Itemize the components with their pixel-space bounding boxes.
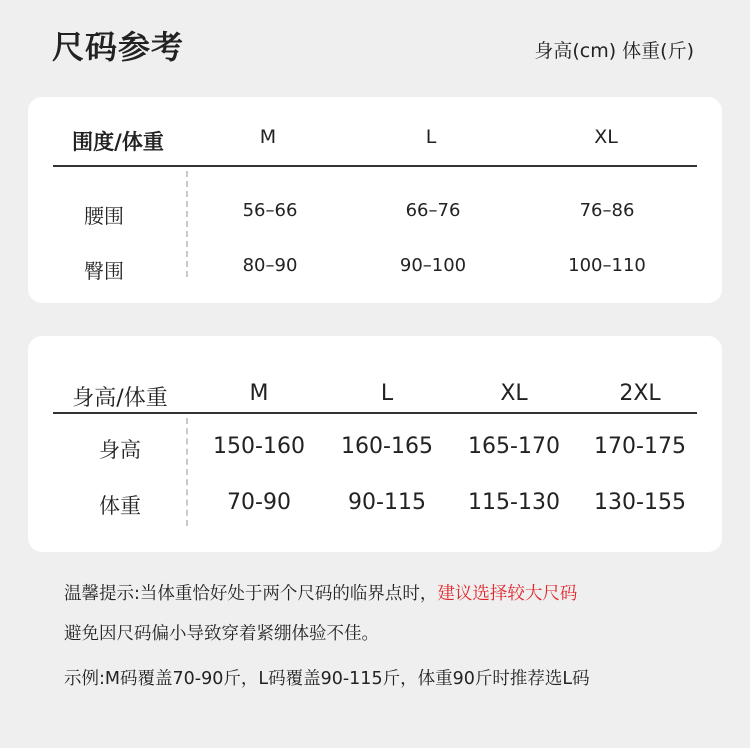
column-header-l: L	[425, 126, 437, 148]
row-label-height: 身高	[99, 438, 141, 462]
tip-text: 温馨提示:当体重恰好处于两个尺码的临界点时，	[64, 584, 438, 604]
table-cell: 100–110	[568, 255, 646, 276]
table-cell: 150-160	[213, 434, 305, 459]
column-header-m: M	[249, 381, 269, 406]
column-divider	[186, 171, 188, 277]
column-header-l: L	[380, 381, 394, 406]
row-label-waist: 腰围	[84, 204, 124, 228]
tip-line-1	[64, 580, 577, 605]
column-header-m: M	[259, 126, 277, 148]
unit-label: 身高(cm) 体重(斤)	[534, 40, 694, 62]
table-cell: 70-90	[227, 490, 291, 515]
example-line: 示例:M码覆盖70-90斤，L码覆盖90-115斤，体重90斤时推荐选L码	[64, 669, 590, 689]
table-cell: 130-155	[594, 490, 686, 515]
table-cell: 165-170	[468, 434, 560, 459]
column-header-xl: XL	[500, 381, 528, 406]
row-label-weight: 体重	[99, 494, 141, 518]
column-header-xl: XL	[594, 126, 618, 148]
table-cell: 80–90	[242, 255, 298, 276]
page-title: 尺码参考	[52, 28, 185, 66]
tip-highlight: 建议选择较大尺码	[437, 584, 578, 604]
row-label-hip: 臀围	[84, 259, 124, 283]
height-weight-size-table	[28, 336, 722, 552]
table-cell: 76–86	[579, 200, 635, 221]
header-divider	[53, 412, 697, 414]
table-cell: 160-165	[341, 434, 433, 459]
table-cell: 56–66	[242, 200, 298, 221]
header-label: 身高/体重	[72, 386, 168, 411]
column-header-2xl: 2XL	[619, 381, 661, 406]
table-cell: 66–76	[405, 200, 461, 221]
header-label: 围度/体重	[72, 130, 164, 154]
table-cell: 115-130	[468, 490, 560, 515]
header-divider	[53, 165, 697, 167]
table-cell: 90–100	[399, 255, 467, 276]
table-cell: 90-115	[348, 490, 426, 515]
girth-size-table	[28, 97, 722, 303]
column-divider	[186, 418, 188, 526]
tip-line-2: 避免因尺码偏小导致穿着紧绷体验不佳。	[64, 624, 379, 644]
table-cell: 170-175	[594, 434, 686, 459]
